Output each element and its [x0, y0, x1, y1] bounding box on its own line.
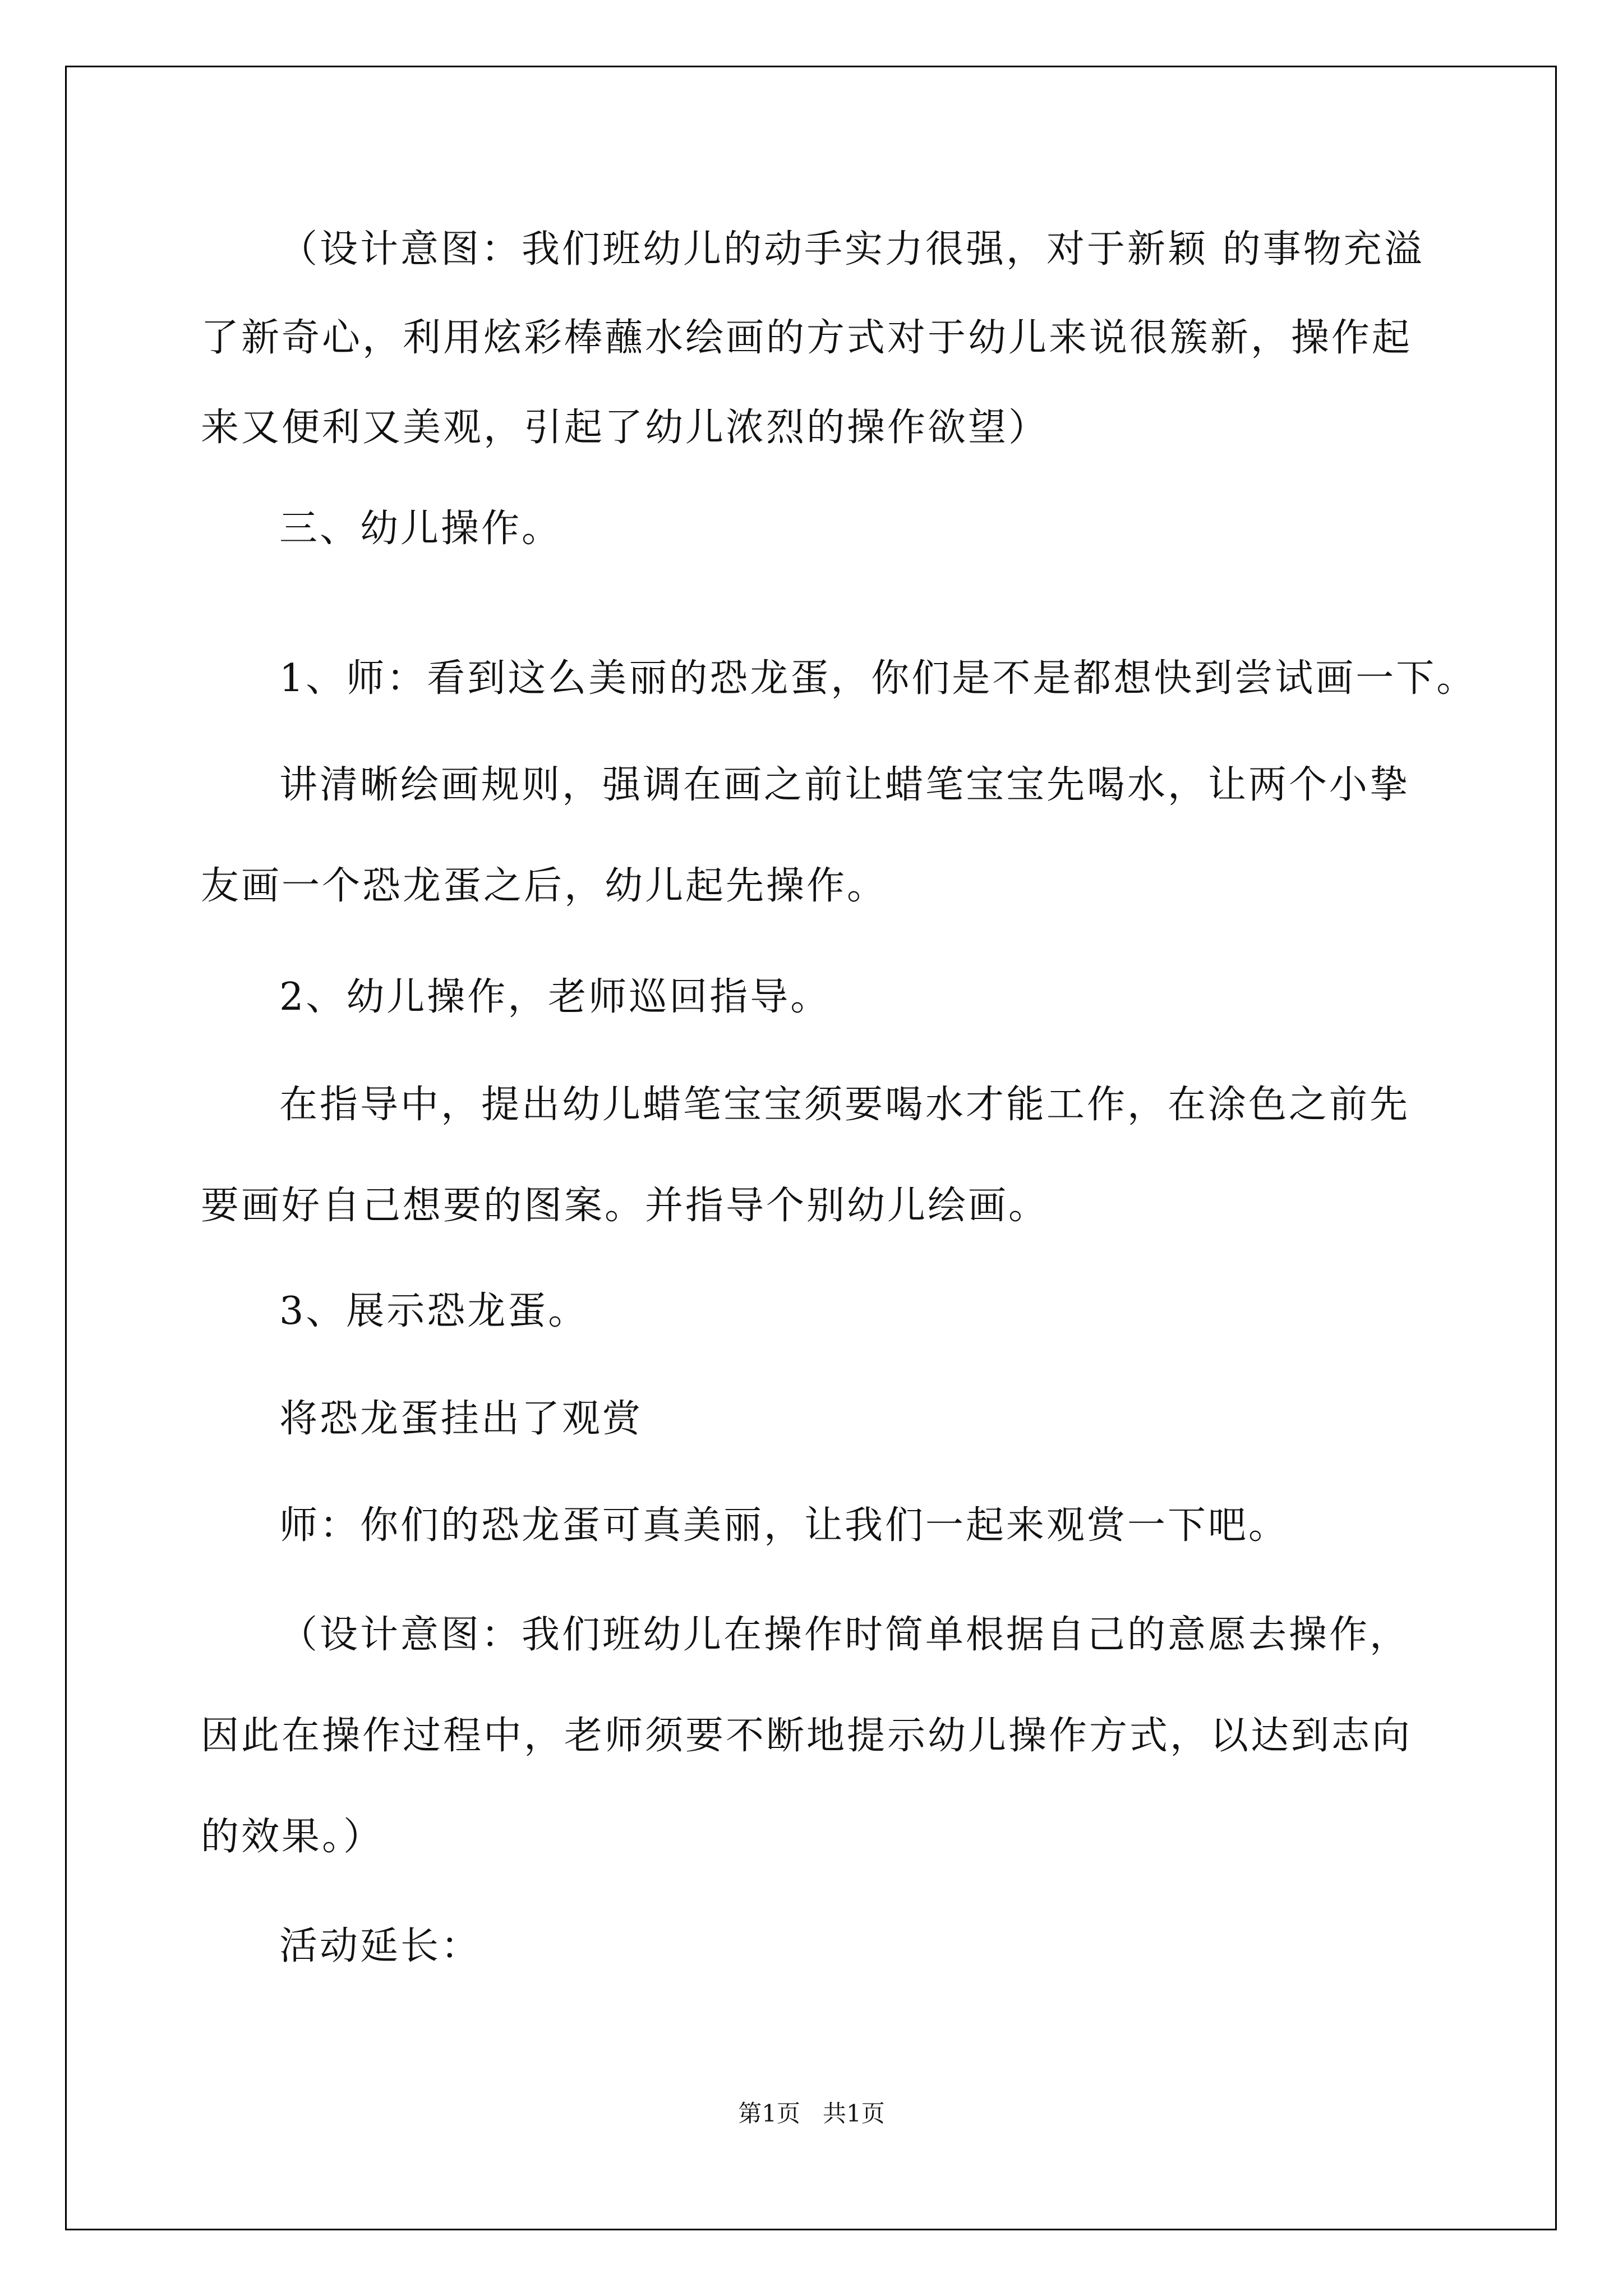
paragraph-line: 活动延长：	[279, 1924, 482, 1968]
paragraph-line: 因此在操作过程中，老师须要不断地提示幼儿操作方式，以达到志向	[201, 1714, 1413, 1758]
paragraph-line: 1、师：看到这么美丽的恐龙蛋，你们是不是都想快到尝试画一下。	[279, 656, 1477, 701]
paragraph-line: 将恐龙蛋挂出了观赏	[279, 1397, 643, 1441]
paragraph-line: 3、展示恐龙蛋。	[279, 1289, 589, 1333]
paragraph-line: 在指导中，提出幼儿蜡笔宝宝须要喝水才能工作，在涂色之前先	[279, 1083, 1410, 1127]
paragraph-line: （设计意图：我们班幼儿在操作时简单根据自己的意愿去操作，	[279, 1613, 1410, 1657]
paragraph-line: （设计意图：我们班幼儿的动手实力很强，对于新颖 的事物充溢	[279, 227, 1424, 272]
paragraph-line: 的效果。）	[201, 1815, 384, 1859]
paragraph-line: 2、幼儿操作，老师巡回指导。	[279, 975, 831, 1019]
page-border	[65, 66, 1557, 2230]
paragraph-line: 来又便利又美观，引起了幼儿浓烈的操作欲望）	[201, 406, 1049, 450]
page-footer: 第1页 共1页	[738, 2100, 885, 2127]
paragraph-line: 讲清晰绘画规则，强调在画之前让蜡笔宝宝先喝水，让两个小挚	[279, 763, 1410, 807]
paragraph-line: 友画一个恐龙蛋之后，幼儿起先操作。	[201, 864, 888, 908]
paragraph-line: 了新奇心，利用炫彩棒蘸水绘画的方式对于幼儿来说很簇新，操作起	[201, 316, 1413, 360]
paragraph-line: 师：你们的恐龙蛋可真美丽，让我们一起来观赏一下吧。	[279, 1503, 1289, 1548]
paragraph-line: 要画好自己想要的图案。并指导个别幼儿绘画。	[201, 1184, 1049, 1228]
section-heading: 三、幼儿操作。	[279, 507, 562, 551]
